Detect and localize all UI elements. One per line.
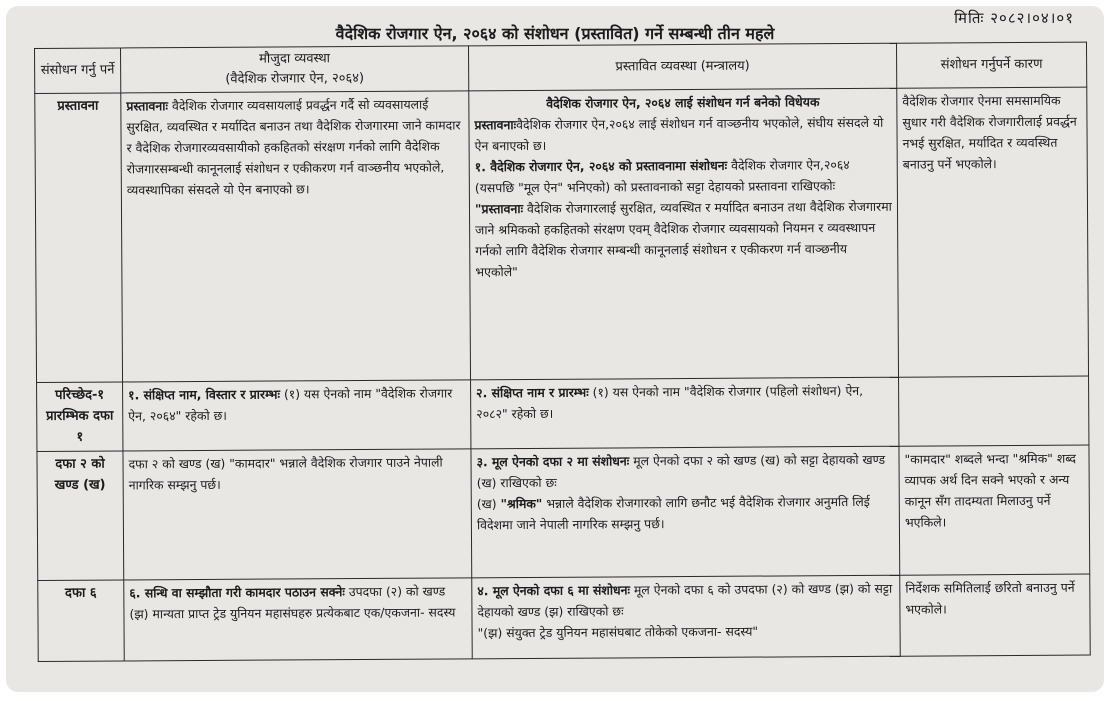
proposed-bold: १. वैदेशिक रोजगार ऐन, २०६४ को प्रस्तावनामा संशोधनः xyxy=(474,157,728,175)
reason-cell: "कामदार" शब्दले भन्दा "श्रमिक" शब्द व्यापक अर्थ दिन सक्ने भएको र अन्य कानून सँग तादम्यता मिलाउनु पर्ने भएकिले। xyxy=(899,445,1090,575)
header-existing xyxy=(121,46,469,93)
proposed-cell xyxy=(471,446,900,578)
proposed-heading: वैदेशिक रोजगार ऐन, २०६४ लाई संशोधन गर्न बनेको विधेयक xyxy=(546,94,820,111)
header-existing-line2: (वैदेशिक रोजगार ऐन, २०६४) xyxy=(225,70,365,87)
document-page xyxy=(6,6,1104,692)
proposed-bold: ४. मूल ऐनको दफा ६ मा संशोधनः xyxy=(477,582,631,599)
table-row xyxy=(37,376,1089,451)
existing-cell xyxy=(124,578,472,661)
proposed-text: मूल ऐनको दफा २ को खण्ड (ख) को सट्टा देहायको खण्ड (ख) राखिएको छः xyxy=(476,451,886,491)
table-row xyxy=(35,87,1089,382)
proposed-text: वैदेशिक रोजगारलाई सुरक्षित, व्यवस्थित र मर्यादित बनाउन तथा वैदेशिक रोजगारमा जाने श्रमिकको हकहितको संरक्षण एवम् वैदेशिक रोजगार व्यवसायको नियमन र व्यवस्थापन गर्नको लागि वैदेशिक रोजगार सम्बन्धी कानूनलाई संशोधन र एकीकरण गर्न वाञ्छनीय भएकोले" xyxy=(475,198,892,280)
section-cell: दफा ६ xyxy=(38,580,124,662)
reason-cell: वैदेशिक रोजगार ऐनमा समसामयिक सुधार गरी वैदेशिक रोजगारीलाई प्रवर्द्धन नभई सुरक्षित, मर्यादित र व्यवस्थित बनाउनु पर्ने भएकोले। xyxy=(897,87,1089,377)
existing-cell: दफा २ को खण्ड (ख) "कामदार" भन्नाले वैदेशिक रोजगार पाउने नेपाली नागरिक सम्झनु पर्छ। xyxy=(123,449,472,580)
proposed-text: वैदेशिक रोजगार ऐन,२०६४ लाई संशोधन गर्न वाञ्छनीय भएकोले, संघीय संसदले यो ऐन बनाएको छ। xyxy=(474,114,884,154)
proposed-bold: ३. मूल ऐनको दफा २ मा संशोधनः xyxy=(476,453,630,470)
document-title: वैदेशिक रोजगार ऐन, २०६४ को संशोधन (प्रस्तावित) गर्ने सम्बन्धी तीन महले xyxy=(335,24,775,43)
existing-cell xyxy=(121,91,471,382)
proposed-prefix: (ख) xyxy=(476,496,501,512)
proposed-cell xyxy=(469,88,899,380)
header-section: संसोधन गर्नु पर्ने xyxy=(35,48,121,94)
existing-text: (१) यस ऐनको नाम "वैदेशिक रोजगार ऐन, २०६४" रहेको छ। xyxy=(128,385,453,424)
existing-text: वैदेशिक रोजगार व्यवसायलाई प्रवर्द्धन गर्दै सो व्यवसायलाई सुरक्षित, व्यवस्थित र मर्यादित बनाउन तथा वैदेशिक रोजगारमा जाने कामदार र वैदेशिक रोजगारव्यवसायीको हकहितको संरक्षण गर्नको लागि वैदेशिक रोजगारसम्बन्धी कानूनलाई संशोधन र एकीकरण गर्न वाञ्छनीय भएकोले, व्यवस्थापिका संसदले यो ऐन बनाएको छ। xyxy=(126,96,461,198)
section-cell: परिच्छेद-१ प्रारम्भिक दफा १ xyxy=(37,382,123,452)
existing-bold: ६. सन्धि वा सम्झौता गरी कामदार पठाउन सक्नेः xyxy=(129,584,345,601)
existing-bold: १. संक्षिप्त नाम, विस्तार र प्रारम्भः xyxy=(128,386,281,403)
existing-cell xyxy=(123,380,471,451)
proposed-text: भन्नाले वैदेशिक रोजगारको लागि छनौट भई वैदेशिक रोजगार अनुमति लिई विदेशमा जाने नेपाली नागरिक सम्झनु पर्छ। xyxy=(476,493,870,533)
table-row xyxy=(38,574,1090,661)
header-reason: संशोधन गर्नुपर्ने कारण xyxy=(896,42,1086,88)
date-note: मितिः २०८२।०४।०१ xyxy=(954,9,1074,27)
proposed-bold: प्रस्तावनाः xyxy=(474,117,517,133)
reason-cell xyxy=(899,376,1089,446)
existing-text: उपदफा (२) को खण्ड (झ) मान्यता प्राप्त ट्रेड युनियन महासंघहरु प्रत्येकबाट एक/एकजना- सदस्य xyxy=(129,583,456,622)
proposed-text: मूल ऐनको दफा ६ को उपदफा (२) को खण्ड (झ) को सट्टा देहायको खण्ड (झ) राखिएको छः xyxy=(477,580,893,620)
header-proposed: प्रस्तावित व्यवस्था (मन्त्रालय) xyxy=(468,43,896,91)
existing-bold: प्रस्तावनाः xyxy=(126,98,169,114)
proposed-cell xyxy=(472,575,900,659)
proposed-bold: २. संक्षिप्त नाम र प्रारम्भः xyxy=(476,384,589,401)
table-header-row xyxy=(35,42,1087,93)
reason-cell: निर्देशक समितिलाई छरितो बनाउनु पर्ने भएकोले। xyxy=(900,574,1090,656)
section-cell: प्रस्तावना xyxy=(35,93,123,383)
header-existing-line1: मौजुदा व्यवस्था xyxy=(259,51,331,67)
proposed-cell xyxy=(471,377,899,449)
proposed-text: "(झ) संयुक्त ट्रेड युनियन महासंघबाट तोकेको एकजना- सदस्य" xyxy=(477,623,759,641)
proposed-bold: "श्रमिक" xyxy=(500,495,543,512)
section-cell: दफा २ को खण्ड (ख) xyxy=(37,451,124,581)
proposed-text: (१) यस ऐनको नाम "वैदेशिक रोजगार (पहिलो संशोधन) ऐन, २०८२" रहेको छ। xyxy=(476,382,864,422)
table-row xyxy=(37,445,1090,580)
three-column-table xyxy=(34,42,1091,662)
proposed-bold: "प्रस्तावनाः xyxy=(474,201,524,217)
proposed-text: वैदेशिक रोजगार ऐन,२०६४ (यसपछि "मूल ऐन" भनिएको) को प्रस्तावनाको सट्टा देहायको प्रस्तावना राखिएकोः xyxy=(474,157,850,196)
